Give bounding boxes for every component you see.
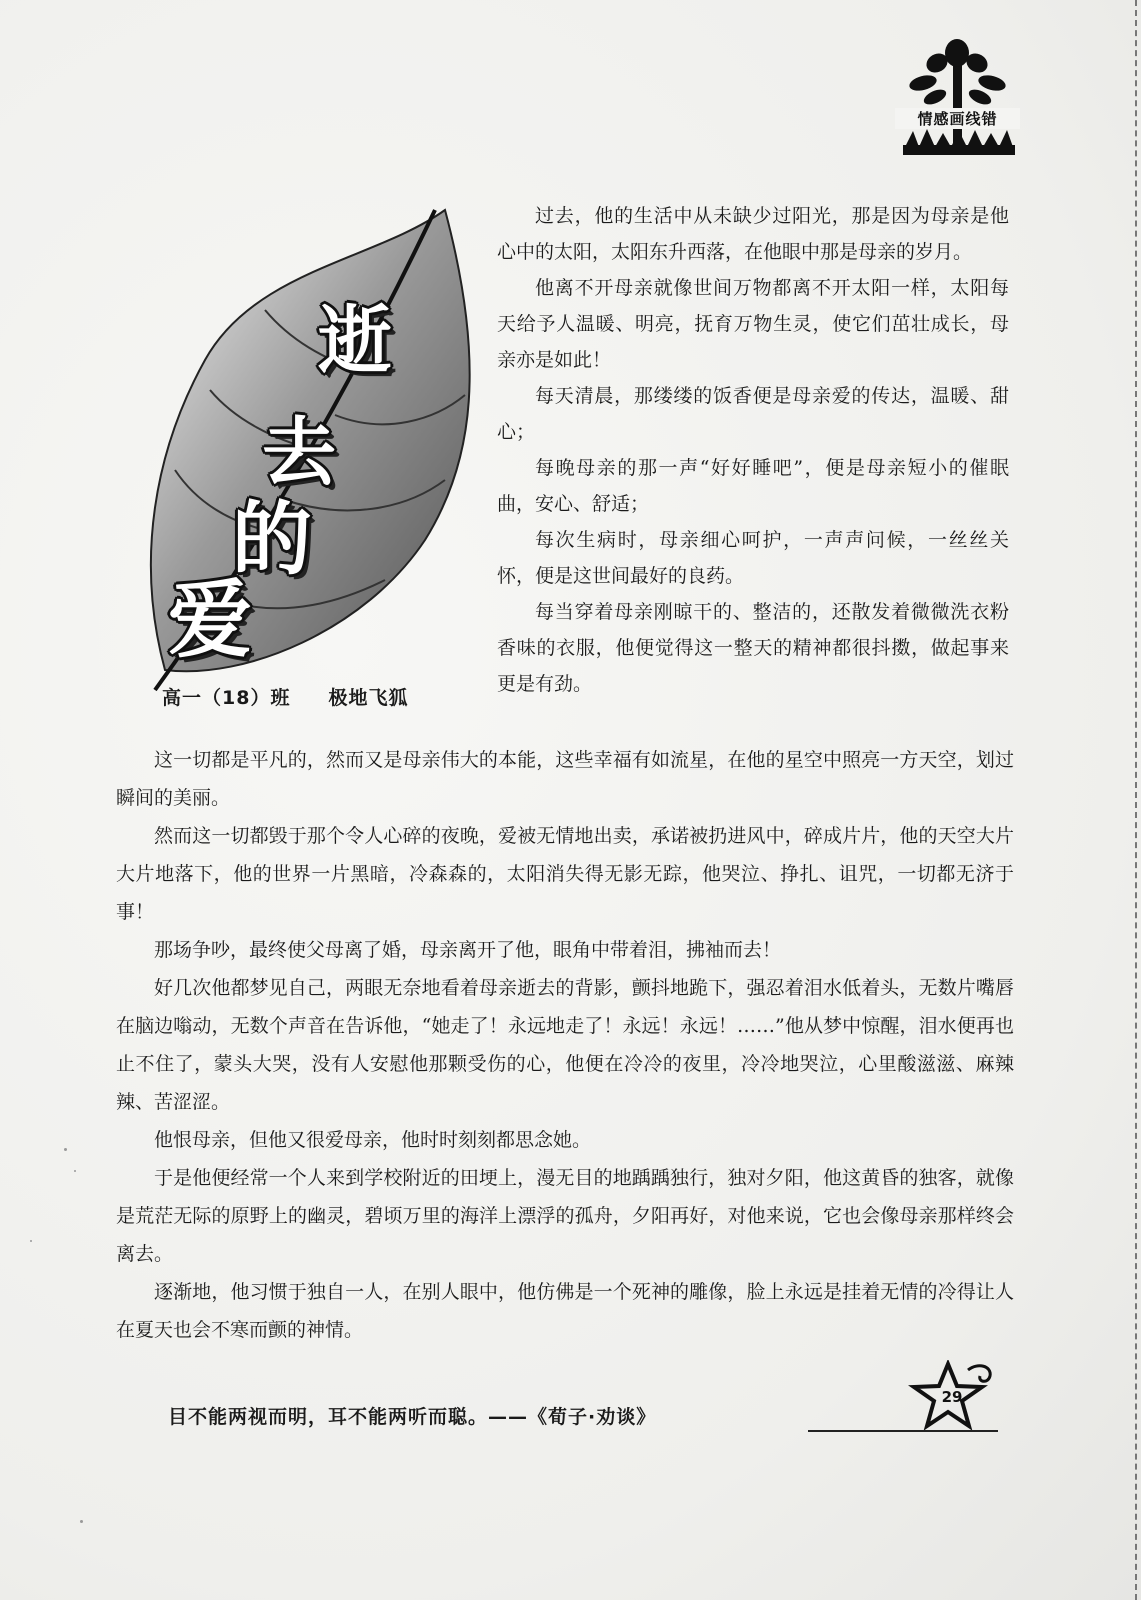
paragraph: 然而这一切都毁于那个令人心碎的夜晚，爱被无情地出卖，承诺被扔进风中，碎成片片，他的天空大片大片地落下，他的世界一片黑暗，冷森森的，太阳消失得无影无踪，他哭泣、挣扎、诅咒，一切都无济于事！ <box>116 825 1014 923</box>
paragraph: 每当穿着母亲刚晾干的、整洁的，还散发着微微洗衣粉香味的衣服，他便觉得这一整天的精神都很抖擞，做起事来更是有劲。 <box>497 601 1009 695</box>
footer-quote: 目不能两视而明，耳不能两听而聪。——《荀子·劝谈》 <box>168 1406 657 1428</box>
paragraph: 他离不开母亲就像世间万物都离不开太阳一样，太阳每天给予人温暖、明亮，抚育万物生灵，使它们茁壮成长，母亲亦是如此！ <box>497 277 1009 371</box>
title-char-3: 的 <box>232 493 312 586</box>
scan-speck <box>74 1170 76 1172</box>
paragraph: 每天清晨，那缕缕的饭香便是母亲爱的传达，温暖、甜心； <box>497 385 1009 443</box>
footer-rule <box>808 1430 998 1432</box>
byline <box>162 683 462 710</box>
scan-speck <box>64 1148 67 1151</box>
paragraph: 这一切都是平凡的，然而又是母亲伟大的本能，这些幸福有如流星，在他的星空中照亮一方天空，划过瞬间的美丽。 <box>116 749 1014 809</box>
paragraph: 每次生病时，母亲细心呵护，一声声问候，一丝丝关怀，便是这世间最好的良药。 <box>497 529 1009 587</box>
brand-text: 情感画线错 <box>895 108 1020 129</box>
title-char-2: 去 <box>262 410 336 496</box>
right-column <box>497 198 1009 702</box>
byline-author: 极地飞狐 <box>328 687 409 709</box>
tree-logo-icon <box>895 35 1020 165</box>
scan-speck <box>80 1520 83 1523</box>
paragraph: 好几次他都梦见自己，两眼无奈地看着母亲逝去的背影，颤抖地跪下，强忍着泪水低着头，无数片嘴唇在脑边嗡动，无数个声音在告诉他，“她走了！永远地走了！永远！永远！……”他从梦中惊醒，泪水便再也止不住了，蒙头大哭，没有人安慰他那颗受伤的心，他便在冷冷的夜里，冷冷地哭泣，心里酸滋滋、麻辣辣、苦涩涩。 <box>116 977 1014 1113</box>
paragraph: 他恨母亲，但他又很爱母亲，他时时刻刻都思念她。 <box>154 1129 592 1151</box>
title-char-1: 逝 <box>318 298 392 384</box>
page-number: 29 <box>941 1388 963 1406</box>
paragraph: 于是他便经常一个人来到学校附近的田埂上，漫无目的地踽踽独行，独对夕阳，他这黄昏的独客，就像是荒茫无际的原野上的幽灵，碧顷万里的海洋上漂浮的孤舟，夕阳再好，对他来说，它也会像母亲那样终会离去。 <box>116 1167 1014 1265</box>
body-text <box>116 741 1014 1349</box>
paragraph: 过去，他的生活中从未缺少过阳光，那是因为母亲是他心中的太阳，太阳东升西落，在他眼中那是母亲的岁月。 <box>497 205 1009 263</box>
scan-speck <box>30 1240 32 1242</box>
byline-class: 高一（18）班 <box>162 687 291 709</box>
paragraph: 逐渐地，他习惯于独自一人，在别人眼中，他仿佛是一个死神的雕像，脸上永远是挂着无情的冷得让人在夏天也会不寒而颤的神情。 <box>116 1281 1014 1341</box>
title-char-4: 爱 <box>168 571 253 669</box>
binding-edge <box>1129 0 1137 1600</box>
paragraph: 每晚母亲的那一声“好好睡吧”，便是母亲短小的催眠曲，安心、舒适； <box>497 457 1009 515</box>
paragraph: 那场争吵，最终使父母离了婚，母亲离开了他，眼角中带着泪，拂袖而去！ <box>154 939 782 961</box>
